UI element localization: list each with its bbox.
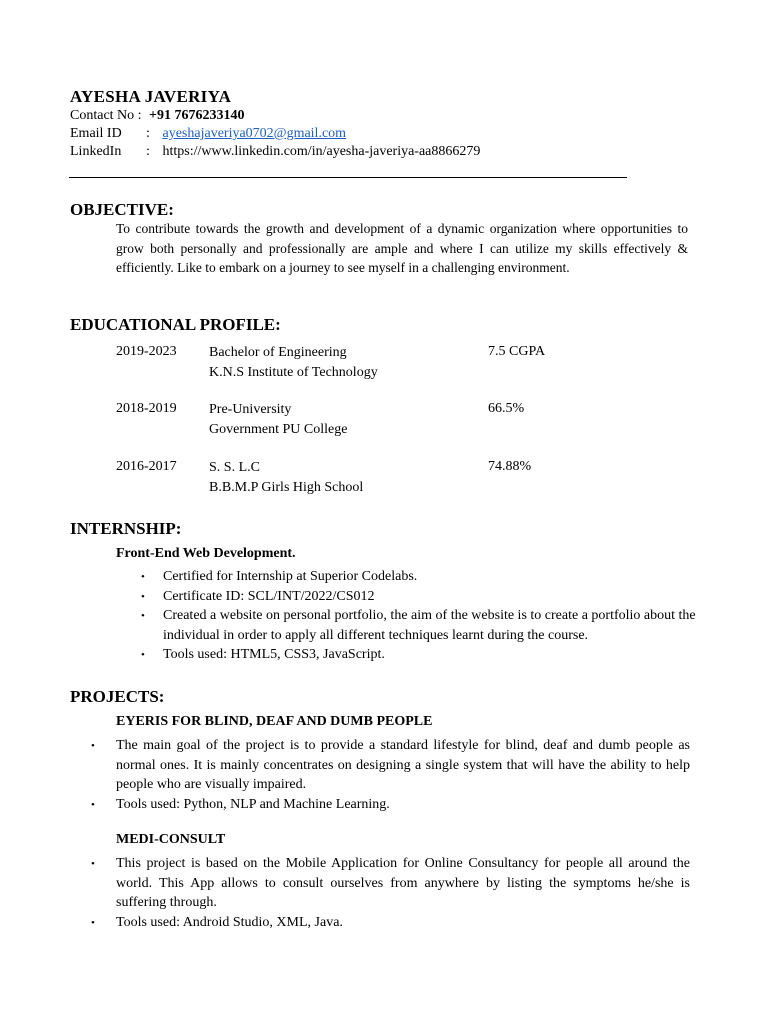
project-title: MEDI-CONSULT	[116, 832, 226, 847]
linkedin-row	[70, 144, 480, 160]
bullet-icon: •	[91, 916, 95, 929]
education-entry	[209, 343, 378, 383]
list-item	[141, 606, 703, 645]
contact-number-row	[70, 108, 245, 124]
email-colon: :	[146, 126, 150, 141]
education-degree: Pre-University	[209, 402, 292, 417]
bullet-text: Certificate ID: SCL/INT/2022/CS012	[163, 588, 375, 604]
bullet-text: Tools used: Android Studio, XML, Java.	[116, 914, 343, 930]
objective-heading: OBJECTIVE:	[70, 200, 174, 219]
bullet-text: Tools used: HTML5, CSS3, JavaScript.	[163, 647, 385, 662]
linkedin-colon: :	[146, 144, 150, 159]
bullet-icon: •	[141, 610, 145, 622]
contact-label: Contact No :	[70, 108, 142, 123]
list-item	[91, 854, 690, 913]
bullet-icon: •	[141, 590, 145, 603]
education-entry	[209, 400, 347, 440]
bullet-icon: •	[141, 649, 145, 661]
education-years: 2019-2023	[116, 344, 177, 359]
education-years: 2016-2017	[116, 459, 177, 474]
objective-text: To contribute towards the growth and development of a dynamic organization where opportunities to grow both personally and professionally are ample and where I can utilize my skills effectively & efficiently. Like to embark on a journey to see myself in a challenging environment.	[116, 221, 688, 275]
bullet-text: Tools used: Python, NLP and Machine Learning.	[116, 796, 390, 812]
education-score: 66.5%	[488, 401, 525, 416]
projects-heading: PROJECTS:	[70, 687, 165, 706]
bullet-text: This project is based on the Mobile Application for Online Consultancy for people all around the world. This App allows to consult ourselves from anywhere by listing the symptoms he/she is suffering through.	[116, 856, 690, 910]
header-divider	[69, 177, 627, 178]
bullet-icon: •	[91, 740, 95, 752]
bullet-icon: •	[91, 858, 95, 870]
list-item	[91, 736, 690, 795]
project-title: EYERIS FOR BLIND, DEAF AND DUMB PEOPLE	[116, 714, 433, 729]
linkedin-url: https://www.linkedin.com/in/ayesha-javeriya-aa8866279	[162, 144, 481, 159]
linkedin-label: LinkedIn	[70, 144, 122, 159]
internship-heading: INTERNSHIP:	[70, 519, 182, 538]
list-item	[91, 795, 690, 815]
project-bullet-list	[91, 854, 690, 932]
bullet-icon: •	[91, 798, 95, 811]
list-item	[141, 567, 703, 587]
education-institution: B.B.M.P Girls High School	[209, 480, 364, 495]
bullet-icon: •	[141, 571, 145, 583]
bullet-text: Certified for Internship at Superior Codelabs.	[163, 569, 418, 584]
education-years: 2018-2019	[116, 401, 177, 416]
project-bullet-list	[91, 736, 690, 814]
internship-bullet-list	[141, 567, 703, 665]
education-institution: K.N.S Institute of Technology	[209, 365, 378, 380]
education-institution: Government PU College	[209, 422, 348, 437]
list-item	[91, 913, 690, 933]
list-item	[141, 587, 703, 607]
bullet-text: Created a website on personal portfolio, the aim of the website is to create a portfolio about the individual in order to apply all different techniques learnt during the course.	[163, 608, 696, 643]
bullet-text: The main goal of the project is to provide a standard lifestyle for blind, deaf and dumb people as normal ones. It is mainly concentrates on designing a single system that will have the ability to help people who are visually impaired.	[116, 738, 690, 792]
email-link[interactable]: ayeshajaveriya0702@gmail.com	[162, 126, 347, 141]
education-entry	[209, 458, 363, 498]
education-heading: EDUCATIONAL PROFILE:	[70, 315, 281, 334]
education-degree: Bachelor of Engineering	[209, 345, 347, 360]
email-label: Email ID	[70, 126, 122, 141]
candidate-name: AYESHA JAVERIYA	[70, 87, 232, 106]
education-score: 7.5 CGPA	[488, 344, 546, 359]
education-score: 74.88%	[488, 459, 532, 474]
contact-value: +91 7676233140	[149, 108, 245, 123]
internship-title: Front-End Web Development.	[116, 546, 296, 561]
email-row	[70, 126, 346, 142]
list-item	[141, 645, 703, 665]
education-degree: S. S. L.C	[209, 460, 260, 475]
